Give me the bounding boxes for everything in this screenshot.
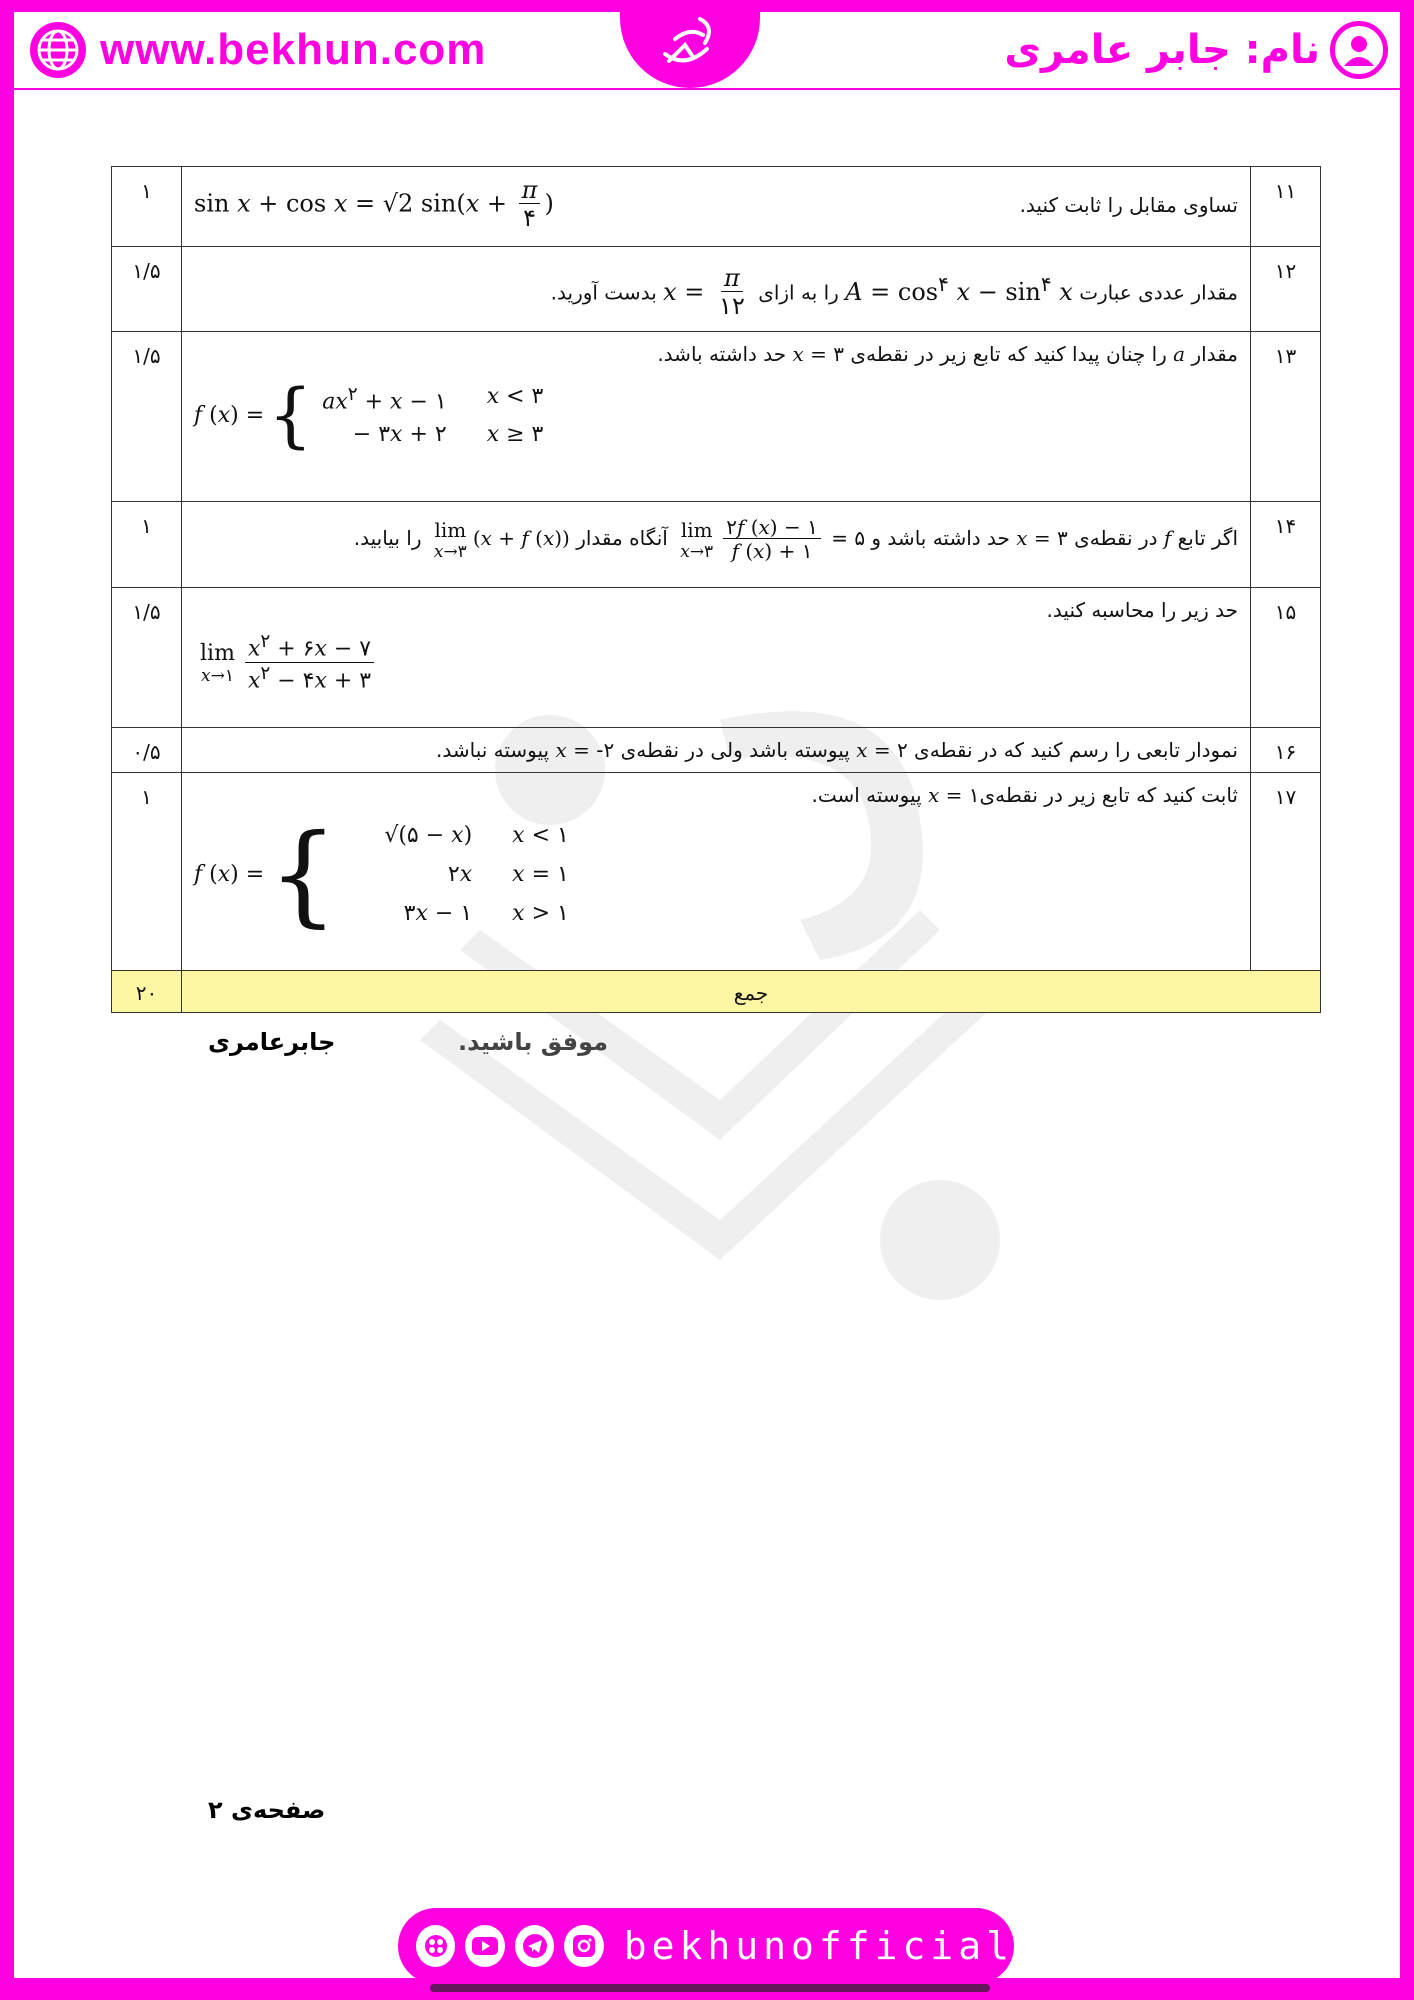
score-cell: ۱ (112, 773, 182, 971)
question-number: ۱۴ (1251, 502, 1321, 588)
question-formula: $A = \cos^۴ x - \sin^۴ x$ (845, 271, 1073, 306)
score-cell: ۱/۵ (112, 247, 182, 332)
question-text: پیوسته است. (811, 783, 922, 808)
question-body (182, 247, 1251, 332)
table-row (112, 728, 1321, 773)
question-text: بدست آورید. (550, 280, 657, 305)
social-handle: bekhunofficial (623, 1924, 1014, 1968)
question-text: در نقطه‌ی ۳ (1057, 526, 1158, 551)
question-formula: x = $\frac{\pi}{۱۲}$ (663, 264, 745, 321)
table-row (112, 247, 1321, 332)
question-number: ۱۲ (1251, 247, 1321, 332)
total-row (112, 971, 1321, 1013)
question-text: حد زیر را محاسبه کنید. (1046, 598, 1238, 623)
good-luck-text: موفق باشید. (458, 1028, 609, 1056)
question-text: پیوسته باشد ولی در نقطه‌ی ۲- (596, 738, 850, 763)
limit-expression: lim x→۳ (x + f (x)) (433, 517, 570, 562)
telegram-icon[interactable] (515, 1925, 554, 1967)
instagram-icon[interactable] (564, 1925, 603, 1967)
question-text: مقدار (1191, 342, 1238, 367)
question-formula: x = (856, 738, 891, 763)
total-label: جمع (182, 971, 1321, 1013)
table-row (112, 332, 1321, 502)
score-cell: ۱/۵ (112, 332, 182, 502)
total-score: ۲۰ (112, 971, 182, 1013)
user-icon (1330, 21, 1388, 79)
question-text: تساوی مقابل را ثابت کنید. (1019, 193, 1238, 218)
question-number: ۱۷ (1251, 773, 1321, 971)
piecewise-function: f (x) = { √(۵ − x) x < ۱ ۲x x = ۱ ۳x − ۱ x > ۱ (194, 810, 569, 939)
variable-f: f (1163, 526, 1172, 551)
question-text: را به ازای (758, 280, 839, 305)
question-body (182, 588, 1251, 728)
social-bar[interactable] (398, 1908, 1014, 1984)
question-text: حد داشته باشد و ۵ = (831, 526, 1010, 551)
table-row (112, 773, 1321, 971)
question-text: اگر تابع (1177, 526, 1238, 551)
signature: جابرعامری (208, 1028, 336, 1056)
question-formula: x = (555, 738, 590, 763)
limit-expression: lim x→۳ $\frac{۲f (x) - ۱}{f (x) + ۱}$ (674, 526, 825, 550)
question-number: ۱۳ (1251, 332, 1321, 502)
question-text: را چنان پیدا کنید که تابع زیر در نقطه‌ی ۳ (833, 342, 1167, 367)
table-row (112, 167, 1321, 247)
question-body (182, 167, 1251, 247)
aparat-icon[interactable] (416, 1925, 455, 1967)
table-row (112, 502, 1321, 588)
question-number: ۱۶ (1251, 728, 1321, 773)
social-bar-shadow (430, 1984, 990, 1992)
youtube-icon[interactable] (465, 1925, 504, 1967)
limit-expression: lim x→۱ $\frac{x^۲ + ۶x - ۷}{x^۲ - ۴x + ۳}$ (194, 650, 378, 675)
question-body (182, 773, 1251, 971)
score-cell: ۰/۵ (112, 728, 182, 773)
question-text: را بیابید. (353, 526, 422, 551)
question-text: حد داشته باشد. (657, 342, 787, 367)
question-text: پیوسته نباشد. (436, 738, 550, 763)
question-body (182, 332, 1251, 502)
question-text: مقدار عددی عبارت (1079, 280, 1238, 305)
student-name: نام: جابر عامری (1004, 27, 1320, 73)
score-cell: ۱ (112, 167, 182, 247)
question-formula: x = (792, 342, 827, 367)
score-cell: ۱ (112, 502, 182, 588)
question-formula: sin x + cos x = √2 sin(x + $\frac{\pi}{۴}$ ) (194, 176, 554, 233)
globe-icon (30, 22, 86, 78)
variable-a: a (1173, 342, 1186, 367)
score-cell: ۱/۵ (112, 588, 182, 728)
question-body (182, 502, 1251, 588)
table-row (112, 588, 1321, 728)
question-formula: x = (927, 783, 963, 808)
site-link[interactable] (30, 22, 486, 78)
page-number: صفحه‌ی ۲ (208, 1796, 326, 1824)
question-text: ثابت کنید که تابع زیر در نقطه‌ی۱ (968, 783, 1238, 808)
name-block (1004, 20, 1388, 80)
question-formula: x = (1016, 526, 1051, 551)
question-number: ۱۵ (1251, 588, 1321, 728)
question-number: ۱۱ (1251, 167, 1321, 247)
questions-table (111, 166, 1321, 1013)
question-body (182, 728, 1251, 773)
piecewise-function: f (x) = { $ax^۲ + x$ − ۱ x < ۳ − ۳x + ۲ x ≥ ۳ (194, 374, 544, 457)
site-url: www.bekhun.com (100, 25, 487, 74)
question-text: آنگاه مقدار (576, 526, 668, 551)
question-text: نمودار تابعی را رسم کنید که در نقطه‌ی ۲ (896, 738, 1238, 763)
